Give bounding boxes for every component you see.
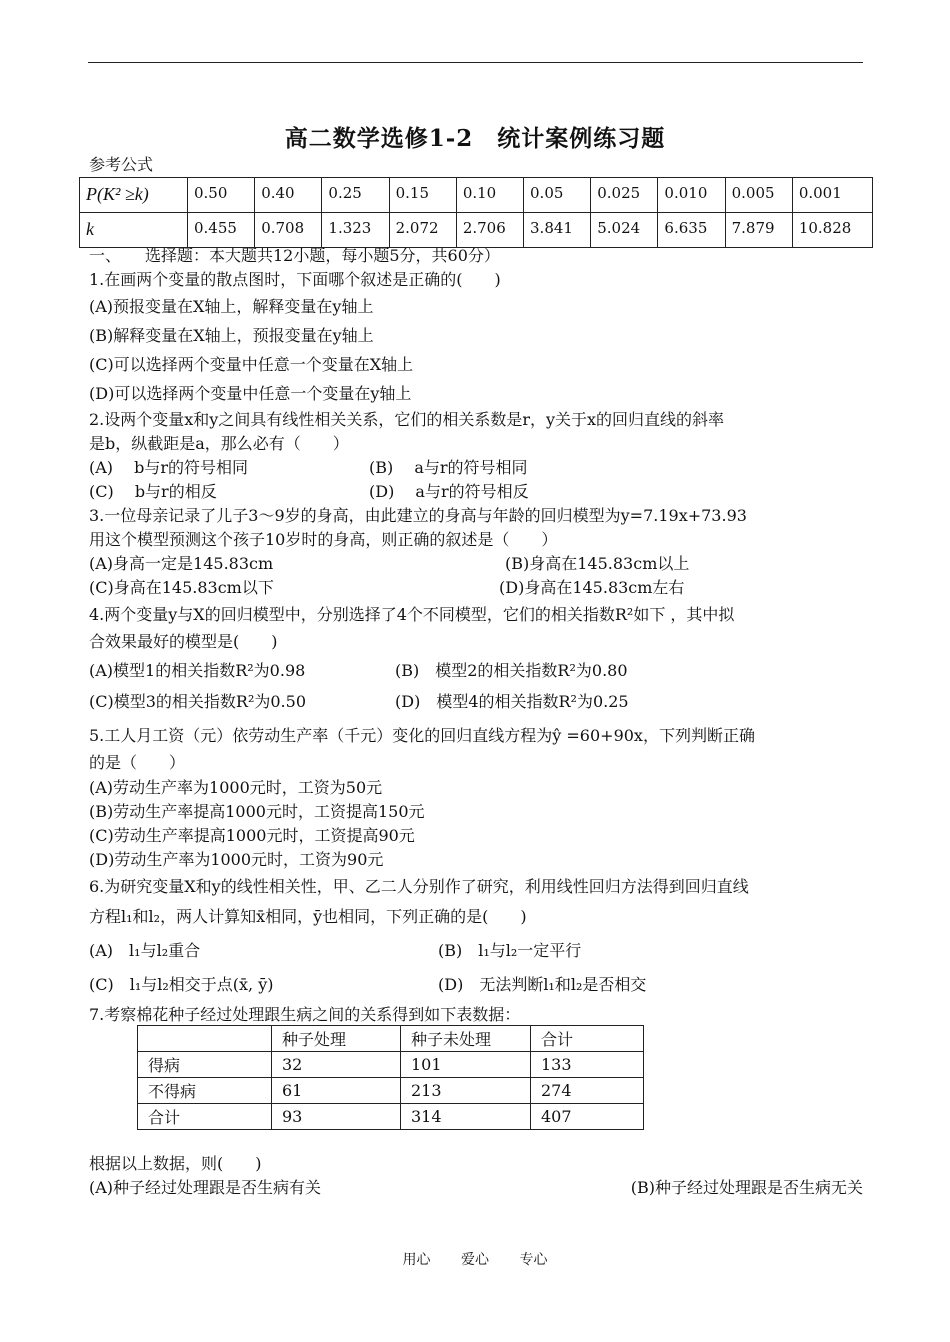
question-6-option-b: (B) l₁与l₂一定平行 [438,941,582,960]
reference-row-head: k [80,213,188,248]
question-2-option-b: (B) a与r的符号相同 [369,458,528,477]
question-1-option-c: (C)可以选择两个变量中任意一个变量在X轴上 [89,355,414,374]
k-value-cell: 0.708 [255,213,322,248]
question-2-stem: 是b，纵截距是a，那么必有（ ） [89,434,349,453]
footer-text: 用心 [402,1252,431,1268]
k-value-cell: 5.024 [591,213,658,248]
reference-row-head: P(K² ≥k) [80,178,188,213]
table-row [138,1078,644,1104]
question-2-option-c: (C) b与r的相反 [89,482,217,501]
page-footer [0,1249,950,1269]
question-5-option-c: (C)劳动生产率提高1000元时，工资提高90元 [89,826,415,845]
table-cell: 274 [531,1078,644,1104]
p-value-cell: 0.010 [658,178,725,213]
table-cell: 32 [272,1052,401,1078]
question-5-option-a: (A)劳动生产率为1000元时，工资为50元 [89,778,383,797]
reference-row-k [80,213,873,248]
question-6-stem: 6.为研究变量X和y的线性相关性，甲、乙二人分别作了研究，利用线性回归方法得到回归直线 [89,877,749,896]
k-value-cell: 7.879 [725,213,792,248]
question-5-stem: 5.工人月工资（元）依劳动生产率（千元）变化的回归直线方程为ŷ =60+90x，下列判断正确 [89,726,755,745]
p-value-cell: 0.025 [591,178,658,213]
table-cell: 合计 [138,1104,272,1130]
table-cell: 得病 [138,1052,272,1078]
footer-text: 爱心 [461,1252,489,1268]
section-heading: 一、 选择题：本大题共12小题，每小题5分，共60分） [89,246,500,265]
reference-table [79,177,873,248]
question-1-option-b: (B)解释变量在X轴上，预报变量在y轴上 [89,326,374,345]
k-value-cell: 2.706 [456,213,523,248]
question-6-stem: 方程l₁和l₂，两人计算知x̄相同，ȳ也相同，下列正确的是( ) [89,907,527,926]
header-rule [88,62,863,63]
reference-row-p [80,178,873,213]
question-1-option-d: (D)可以选择两个变量中任意一个变量在y轴上 [89,384,412,403]
question-5-option-b: (B)劳动生产率提高1000元时，工资提高150元 [89,802,425,821]
table-header-row [138,1026,644,1052]
question-3-option-a: (A)身高一定是145.83cm [89,554,274,573]
table-row [138,1104,644,1130]
question-1-stem: 1.在画两个变量的散点图时，下面哪个叙述是正确的( ) [89,270,501,289]
question-3-option-c: (C)身高在145.83cm以下 [89,578,274,597]
k-value-cell: 3.841 [524,213,591,248]
question-6-option-a: (A) l₁与l₂重合 [89,941,201,960]
reference-label: 参考公式 [89,155,154,174]
table-cell: 133 [531,1052,644,1078]
question-4-option-d: (D) 模型4的相关指数R²为0.25 [395,692,629,711]
table-cell: 314 [401,1104,531,1130]
question-4-option-a: (A)模型1的相关指数R²为0.98 [89,661,306,680]
question-1-option-a: (A)预报变量在X轴上，解释变量在y轴上 [89,297,374,316]
k-value-cell: 10.828 [792,213,872,248]
question-2-option-a: (A) b与r的符号相同 [89,458,249,477]
question-7-prompt: 根据以上数据，则( ) [89,1154,262,1173]
table-cell: 93 [272,1104,401,1130]
question-3-stem: 用这个模型预测这个孩子10岁时的身高，则正确的叙述是（ ） [89,530,558,549]
p-value-cell: 0.005 [725,178,792,213]
table-header-cell [138,1026,272,1052]
p-value-cell: 0.25 [322,178,389,213]
table-row [138,1052,644,1078]
question-7-stem: 7.考察棉花种子经过处理跟生病之间的关系得到如下表数据： [89,1005,521,1024]
seed-disease-table [137,1025,644,1130]
k-value-cell: 1.323 [322,213,389,248]
p-value-cell: 0.10 [456,178,523,213]
question-4-stem: 4.两个变量y与X的回归模型中，分别选择了4个不同模型，它们的相关指数R²如下 ，其中拟 [89,605,735,624]
question-3-option-b: (B)身高在145.83cm以上 [505,554,690,573]
p-value-cell: 0.05 [524,178,591,213]
question-6-option-d: (D) 无法判断l₁和l₂是否相交 [438,975,647,994]
table-cell: 213 [401,1078,531,1104]
question-4-option-b: (B) 模型2的相关指数R²为0.80 [395,661,628,680]
question-5-option-d: (D)劳动生产率为1000元时，工资为90元 [89,850,384,869]
p-value-cell: 0.15 [389,178,456,213]
question-3-stem: 3.一位母亲记录了儿子3～9岁的身高，由此建立的身高与年龄的回归模型为y=7.19x+73.93 [89,506,747,525]
question-7-option-a: (A)种子经过处理跟是否生病有关 [89,1178,322,1197]
table-header-cell: 种子未处理 [401,1026,531,1052]
table-cell: 101 [401,1052,531,1078]
p-value-cell: 0.001 [792,178,872,213]
table-header-cell: 合计 [531,1026,644,1052]
question-6-option-c: (C) l₁与l₂相交于点(x̄, ȳ) [89,975,274,994]
table-cell: 407 [531,1104,644,1130]
table-cell: 不得病 [138,1078,272,1104]
table-header-cell: 种子处理 [272,1026,401,1052]
question-2-option-d: (D) a与r的符号相反 [369,482,529,501]
question-7-option-b: (B)种子经过处理跟是否生病无关 [630,1178,863,1197]
page-title: 高二数学选修1-2 统计案例练习题 [284,125,666,152]
k-value-cell: 2.072 [389,213,456,248]
k-value-cell: 6.635 [658,213,725,248]
question-5-stem: 的是（ ） [89,753,186,772]
p-value-cell: 0.50 [188,178,255,213]
table-cell: 61 [272,1078,401,1104]
question-4-option-c: (C)模型3的相关指数R²为0.50 [89,692,306,711]
footer-text: 专心 [519,1252,548,1268]
k-value-cell: 0.455 [188,213,255,248]
question-2-stem: 2.设两个变量x和y之间具有线性相关关系，它们的相关系数是r，y关于x的回归直线的斜率 [89,410,725,429]
question-3-option-d: (D)身高在145.83cm左右 [499,578,685,597]
question-4-stem: 合效果最好的模型是( ) [89,632,278,651]
p-value-cell: 0.40 [255,178,322,213]
